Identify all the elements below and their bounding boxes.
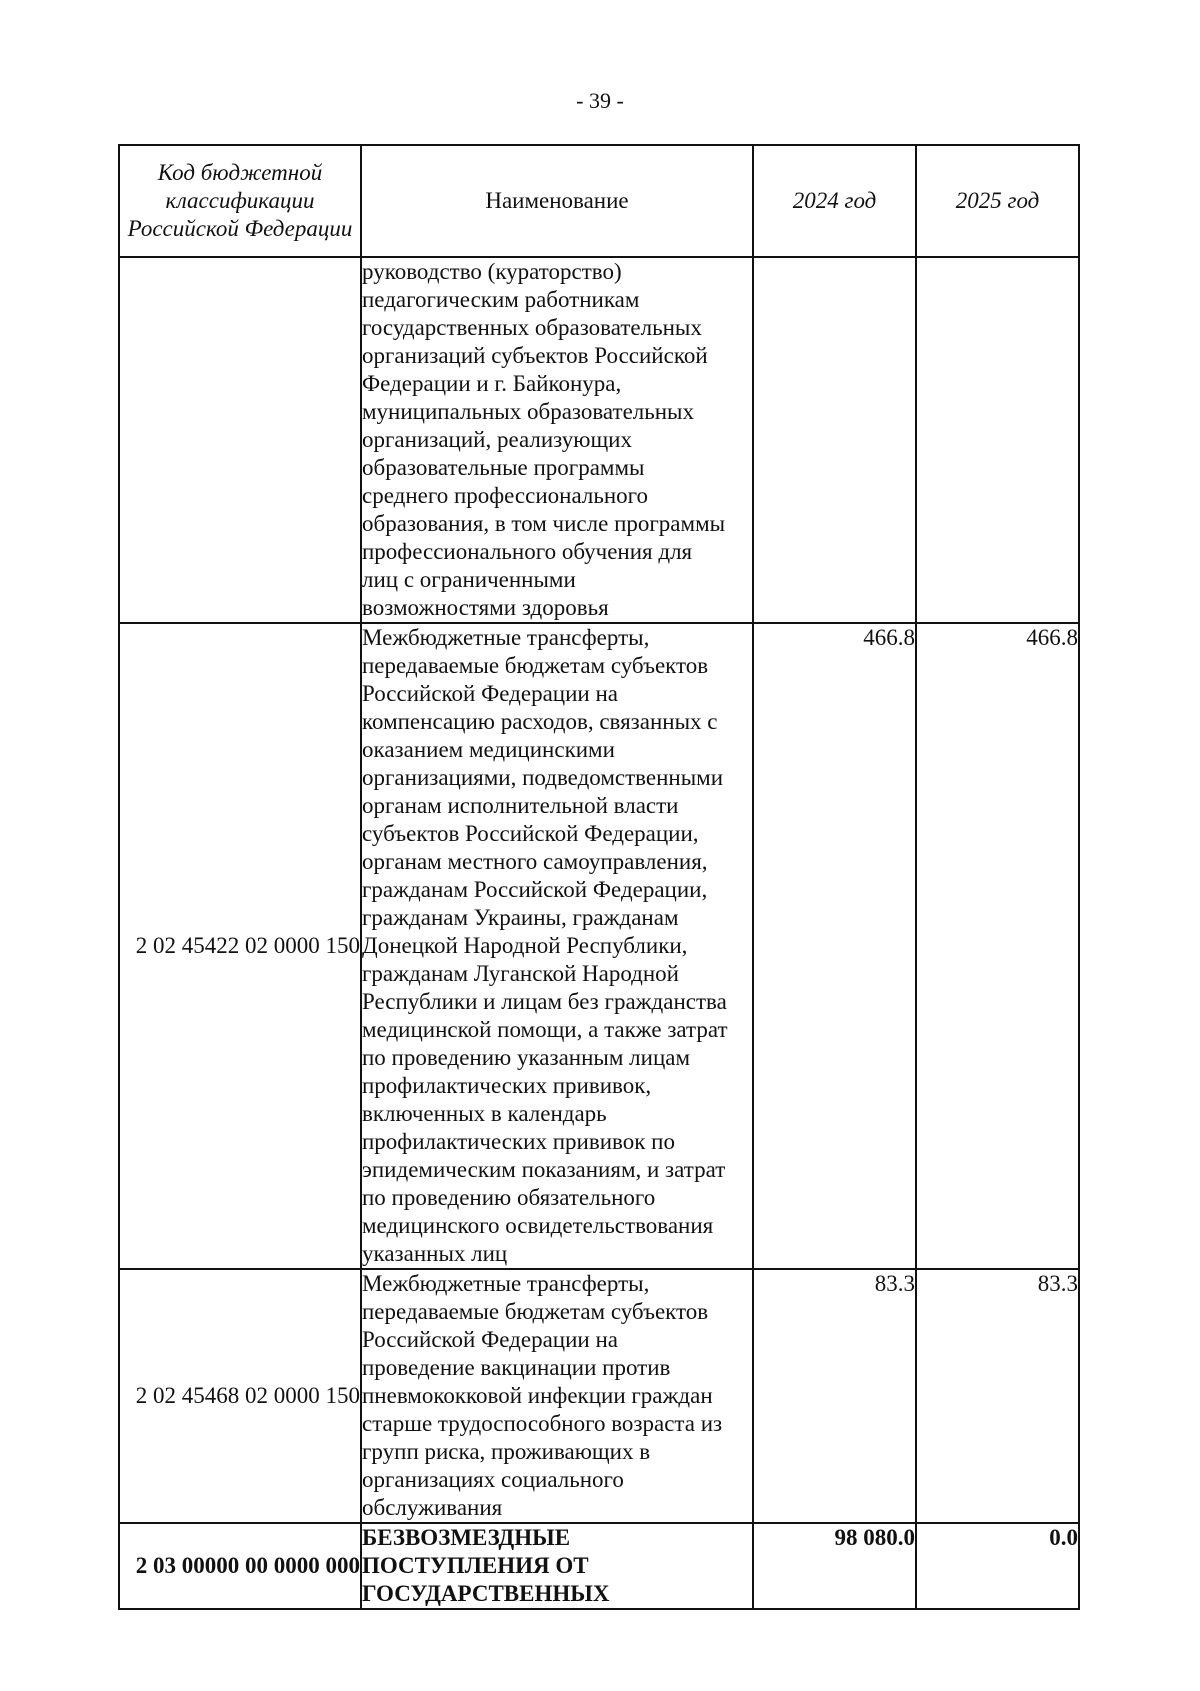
name-line: Российской Федерации на bbox=[362, 681, 618, 706]
name-line: образования, в том числе программы bbox=[362, 511, 726, 536]
name-line: профилактических прививок по bbox=[362, 1129, 675, 1154]
name-line: компенсацию расходов, связанных с bbox=[362, 709, 718, 734]
name-line: органам исполнительной власти bbox=[362, 793, 679, 818]
name-line: государственных образовательных bbox=[362, 315, 702, 340]
name-line: Республики и лицам без гражданства bbox=[362, 989, 727, 1014]
name-line: медицинской помощи, а также затрат bbox=[362, 1017, 728, 1042]
name-line: БЕЗВОЗМЕЗДНЫЕ bbox=[362, 1525, 571, 1550]
name-line: руководство (кураторство) bbox=[362, 259, 622, 284]
table-row bbox=[119, 623, 1079, 1269]
table-row bbox=[119, 1523, 1079, 1609]
cell-2024: 466.8 bbox=[753, 623, 916, 1269]
cell-code: 2 02 45422 02 0000 150 bbox=[119, 623, 361, 1269]
name-line: Федерации и г. Байконура, bbox=[362, 371, 622, 396]
name-line: Межбюджетные трансферты, bbox=[362, 1271, 650, 1296]
table-row bbox=[119, 257, 1079, 623]
name-line: передаваемые бюджетам субъектов bbox=[362, 1299, 709, 1324]
name-line: организаций субъектов Российской bbox=[362, 343, 708, 368]
page-number: - 39 - bbox=[576, 88, 624, 113]
name-line: субъектов Российской Федерации, bbox=[362, 821, 699, 846]
name-line: по проведению обязательного bbox=[362, 1185, 656, 1210]
table-body bbox=[119, 257, 1079, 1609]
name-line: организаций, реализующих bbox=[362, 427, 632, 452]
cell-2024 bbox=[753, 257, 916, 623]
name-line: оказанием медицинскими bbox=[362, 737, 615, 762]
name-line: гражданам Луганской Народной bbox=[362, 961, 679, 986]
header-2025: 2025 год bbox=[916, 145, 1079, 257]
cell-code: 2 02 45468 02 0000 150 bbox=[119, 1269, 361, 1523]
name-line: включенных в календарь bbox=[362, 1101, 607, 1126]
name-line: эпидемическим показаниям, и затрат bbox=[362, 1157, 726, 1182]
name-line: Межбюджетные трансферты, bbox=[362, 625, 650, 650]
name-line: ПОСТУПЛЕНИЯ ОТ bbox=[362, 1553, 589, 1578]
name-line: обслуживания bbox=[362, 1495, 503, 1520]
header-name: Наименование bbox=[361, 145, 753, 257]
cell-name bbox=[361, 257, 753, 623]
name-line: старше трудоспособного возраста из bbox=[362, 1411, 723, 1436]
cell-name bbox=[361, 1523, 753, 1609]
cell-2024: 83.3 bbox=[753, 1269, 916, 1523]
header-code: Код бюджетной классификации Российской Федерации bbox=[119, 145, 361, 257]
name-line: групп риска, проживающих в bbox=[362, 1439, 651, 1464]
cell-2025: 466.8 bbox=[916, 623, 1079, 1269]
name-line: Российской Федерации на bbox=[362, 1327, 618, 1352]
name-line: проведение вакцинации против bbox=[362, 1355, 671, 1380]
name-line: указанных лиц bbox=[362, 1241, 508, 1266]
name-line: передаваемые бюджетам субъектов bbox=[362, 653, 709, 678]
cell-name bbox=[361, 623, 753, 1269]
name-line: органам местного самоуправления, bbox=[362, 849, 708, 874]
name-line: муниципальных образовательных bbox=[362, 399, 695, 424]
name-line: гражданам Украины, гражданам bbox=[362, 905, 679, 930]
name-line: гражданам Российской Федерации, bbox=[362, 877, 708, 902]
name-line: среднего профессионального bbox=[362, 483, 649, 508]
name-line: организациями, подведомственными bbox=[362, 765, 724, 790]
name-line: пневмококковой инфекции граждан bbox=[362, 1383, 713, 1408]
name-line: организациях социального bbox=[362, 1467, 624, 1492]
name-line: ГОСУДАРСТВЕННЫХ bbox=[362, 1581, 610, 1606]
name-line: возможностями здоровья bbox=[362, 595, 609, 620]
name-line: Донецкой Народной Республики, bbox=[362, 933, 688, 958]
table-header-row bbox=[119, 145, 1079, 257]
cell-2025: 0.0 bbox=[916, 1523, 1079, 1609]
name-line: по проведению указанным лицам bbox=[362, 1045, 691, 1070]
table-row bbox=[119, 1269, 1079, 1523]
name-line: педагогическим работникам bbox=[362, 287, 640, 312]
cell-name bbox=[361, 1269, 753, 1523]
cell-2025 bbox=[916, 257, 1079, 623]
cell-code bbox=[119, 257, 361, 623]
name-line: лиц с ограниченными bbox=[362, 567, 576, 592]
cell-2025: 83.3 bbox=[916, 1269, 1079, 1523]
name-line: профессионального обучения для bbox=[362, 539, 693, 564]
cell-code: 2 03 00000 00 0000 000 bbox=[119, 1523, 361, 1609]
cell-2024: 98 080.0 bbox=[753, 1523, 916, 1609]
name-line: профилактических прививок, bbox=[362, 1073, 652, 1098]
budget-table bbox=[118, 144, 1080, 1610]
name-line: медицинского освидетельствования bbox=[362, 1213, 714, 1238]
name-line: образовательные программы bbox=[362, 455, 645, 480]
header-2024: 2024 год bbox=[753, 145, 916, 257]
